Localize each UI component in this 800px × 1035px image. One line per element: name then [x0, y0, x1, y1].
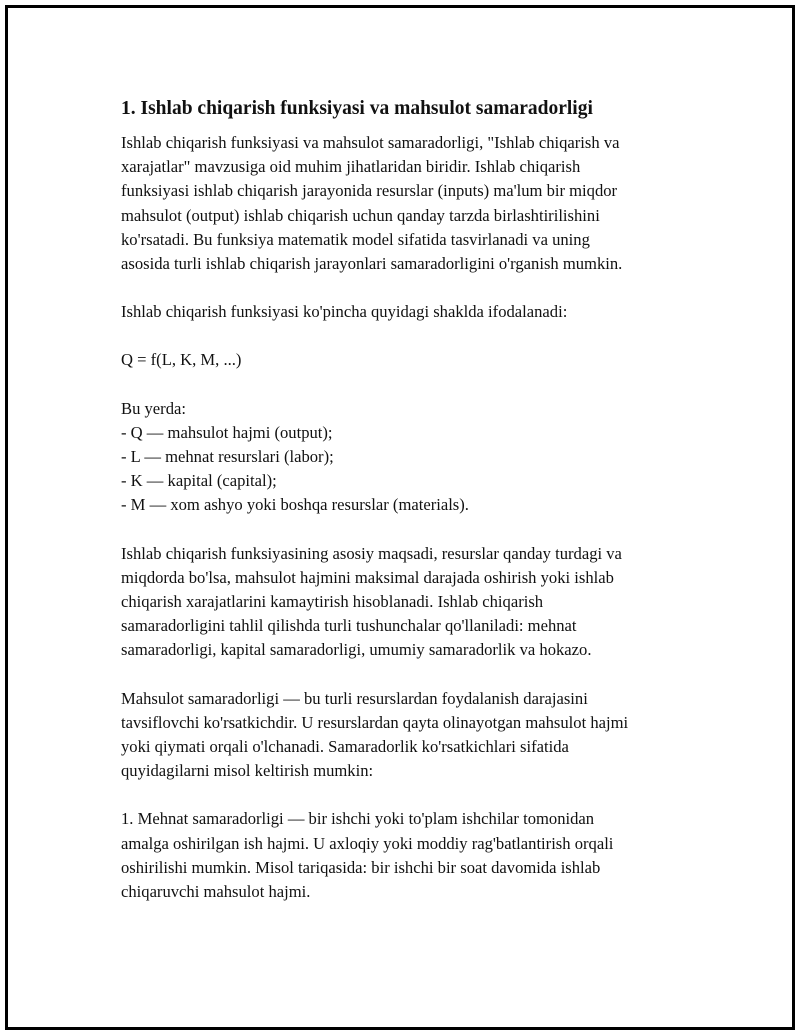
list-item: - Q — mahsulot hajmi (output); — [121, 422, 333, 442]
text-line: oshirilishi mumkin. Misol tariqasida: bir ishchi bir soat davomida ishlab — [121, 857, 601, 877]
text-line: Ishlab chiqarish funksiyasining asosiy maqsadi, resurslar qanday turdagi va — [121, 543, 622, 563]
formula-line: Q = f(L, K, M, ...) — [121, 350, 242, 370]
text-line: Ishlab chiqarish funksiyasi va mahsulot samaradorligi, "Ishlab chiqarish va — [121, 133, 620, 152]
text-line: samaradorligini tahlil qilishda turli tushunchalar qo'llaniladi: mehnat — [121, 616, 577, 636]
text-line: chiqaruvchi mahsulot hajmi. — [121, 882, 311, 902]
text-line: asosida turli ishlab chiqarish jarayonlari samaradorligini o'rganish mumkin. — [121, 254, 623, 274]
text-line: chiqarish xarajatlarini kamaytirish hisoblanadi. Ishlab chiqarish — [121, 592, 544, 612]
text-line: quyidagilarni misol keltirish mumkin: — [121, 761, 374, 781]
paragraph-formula-intro — [121, 300, 701, 324]
text-line: samaradorligi, kapital samaradorligi, umumiy samaradorlik va hokazo. — [121, 640, 592, 660]
text-line: mahsulot (output) ishlab chiqarish uchun qanday tarzda birlashtirilishini — [121, 205, 600, 225]
paragraph-intro — [121, 131, 701, 276]
page-frame — [5, 5, 795, 1030]
paragraph-efficiency — [121, 687, 701, 784]
section-heading: 1. Ishlab chiqarish funksiyasi va mahsulot samaradorligi — [121, 98, 593, 119]
text-line: 1. Mehnat samaradorligi — bir ishchi yoki to'plam ishchilar tomonidan — [121, 809, 595, 829]
text-line: xarajatlar" mavzusiga oid muhim jihatlaridan biridir. Ishlab chiqarish — [121, 157, 581, 177]
paragraph-definitions — [121, 397, 701, 518]
list-item: - L — mehnat resurslari (labor); — [121, 447, 334, 467]
paragraph-purpose — [121, 542, 701, 663]
text-line: ko'rsatadi. Bu funksiya matematik model sifatida tasvirlanadi va uning — [121, 229, 590, 249]
text-line: amalga oshirilgan ish hajmi. U axloqiy yoki moddiy rag'batlantirish orqali — [121, 833, 614, 853]
text-line: yoki qiymati orqali o'lchanadi. Samaradorlik ko'rsatkichlari sifatida — [121, 737, 569, 757]
text-line: funksiyasi ishlab chiqarish jarayonida resurslar (inputs) ma'lum bir miqdor — [121, 181, 618, 201]
paragraph-formula — [121, 348, 701, 372]
text-line: miqdorda bo'lsa, mahsulot hajmini maksimal darajada oshirish yoki ishlab — [121, 567, 614, 587]
paragraph-labor-productivity — [121, 807, 701, 904]
text-line: Bu yerda: — [121, 398, 186, 418]
text-line: Mahsulot samaradorligi — bu turli resurslardan foydalanish darajasini — [121, 688, 588, 708]
document-content — [121, 96, 701, 928]
list-item: - M — xom ashyo yoki boshqa resurslar (materials). — [121, 495, 469, 515]
text-line: Ishlab chiqarish funksiyasi ko'pincha quyidagi shaklda ifodalanadi: — [121, 302, 568, 322]
list-item: - K — kapital (capital); — [121, 471, 277, 491]
text-line: tavsiflovchi ko'rsatkichdir. U resurslardan qayta olinayotgan mahsulot hajmi — [121, 712, 629, 732]
